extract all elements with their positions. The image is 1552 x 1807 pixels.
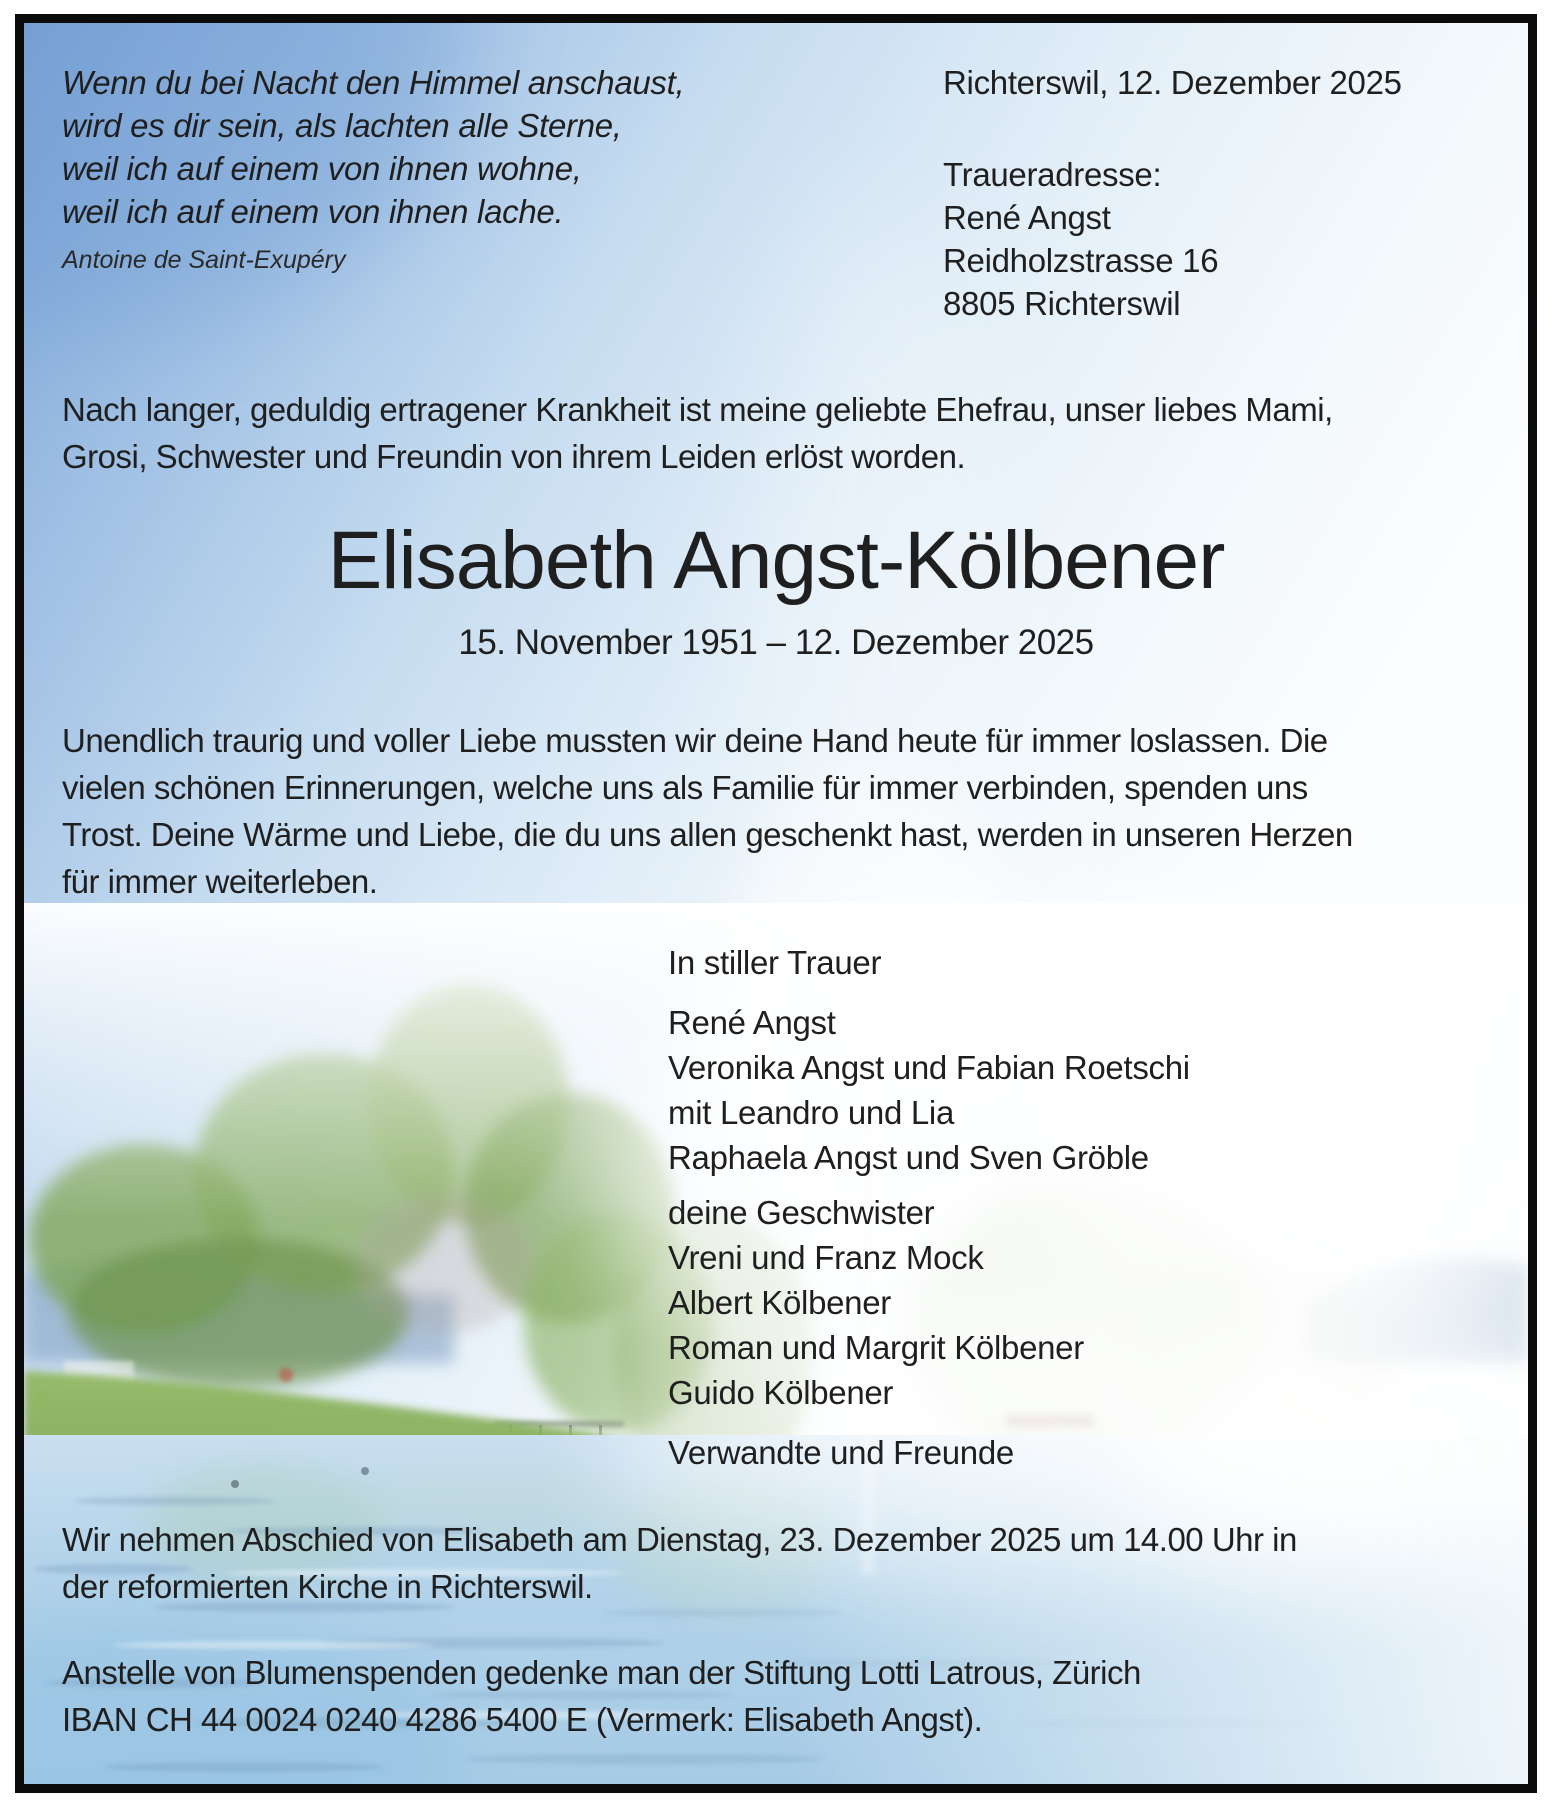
address-line: Reidholzstrasse 16 [943,242,1219,279]
duck [231,1480,239,1488]
notice-frame [15,14,1537,1793]
poem-line: Wenn du bei Nacht den Himmel anschaust, [62,64,685,101]
mourner-line: Raphaela Angst und Sven Gröble [668,1139,1149,1176]
poem-line: weil ich auf einem von ihnen lache. [62,193,564,230]
mourner-line: Albert Kölbener [668,1284,891,1321]
tribute-line: vielen schönen Erinnerungen, welche uns als Familie für immer verbinden, spenden uns [62,769,1308,806]
mourners-family [668,1000,1190,1180]
mourner-line: Guido Kölbener [668,1374,894,1411]
mourner-line: René Angst [668,1004,836,1041]
mourning-address [943,153,1218,325]
introduction-paragraph [62,386,1333,480]
intro-line: Nach langer, geduldig ertragener Krankheit ist meine geliebte Ehefrau, unser liebes Mami, [62,391,1333,428]
poem-line: weil ich auf einem von ihnen wohne, [62,150,582,187]
mourning-address-label: Traueradresse: [943,156,1162,193]
mourners-relatives [668,1190,1084,1415]
address-line: René Angst [943,199,1111,236]
donation-line: Anstelle von Blumenspenden gedenke man der Stiftung Lotti Latrous, Zürich [62,1654,1141,1691]
address-line: 8805 Richterswil [943,285,1181,322]
funeral-line: Wir nehmen Abschied von Elisabeth am Dienstag, 23. Dezember 2025 um 14.00 Uhr in [62,1521,1297,1558]
mourner-line: mit Leandro und Lia [668,1094,954,1131]
tribute-line: Unendlich traurig und voller Liebe mussten wir deine Hand heute für immer loslassen. Die [62,722,1328,759]
mourners-closing: Verwandte und Freunde [668,1434,1014,1471]
mourner-line: deine Geschwister [668,1194,935,1231]
intro-line: Grosi, Schwester und Freundin von ihrem Leiden erlöst worden. [62,438,966,475]
duck [361,1467,369,1475]
donation-paragraph [62,1649,1141,1743]
mourner-line: Veronika Angst und Fabian Roetschi [668,1049,1190,1086]
donation-line: IBAN CH 44 0024 0240 4286 5400 E (Vermerk: Elisabeth Angst). [62,1701,983,1738]
tribute-line: für immer weiterleben. [62,863,378,900]
deceased-name: Elisabeth Angst-Kölbener [327,515,1225,606]
poem-line: wird es dir sein, als lachten alle Sterne, [62,107,622,144]
life-dates: 15. November 1951 – 12. Dezember 2025 [458,623,1094,662]
poem [62,61,684,233]
funeral-line: der reformierten Kirche in Richterswil. [62,1568,593,1605]
funeral-paragraph [62,1516,1297,1610]
dateline: Richterswil, 12. Dezember 2025 [943,64,1402,101]
mourners-heading: In stiller Trauer [668,944,882,981]
print-smudge [1006,1415,1094,1427]
tribute-paragraph [62,717,1353,905]
mourner-line: Vreni und Franz Mock [668,1239,984,1276]
poem-attribution: Antoine de Saint-Exupéry [62,246,346,274]
mourner-line: Roman und Margrit Kölbener [668,1329,1084,1366]
tribute-line: Trost. Deine Wärme und Liebe, die du uns allen geschenkt hast, werden in unseren Herzen [62,816,1353,853]
